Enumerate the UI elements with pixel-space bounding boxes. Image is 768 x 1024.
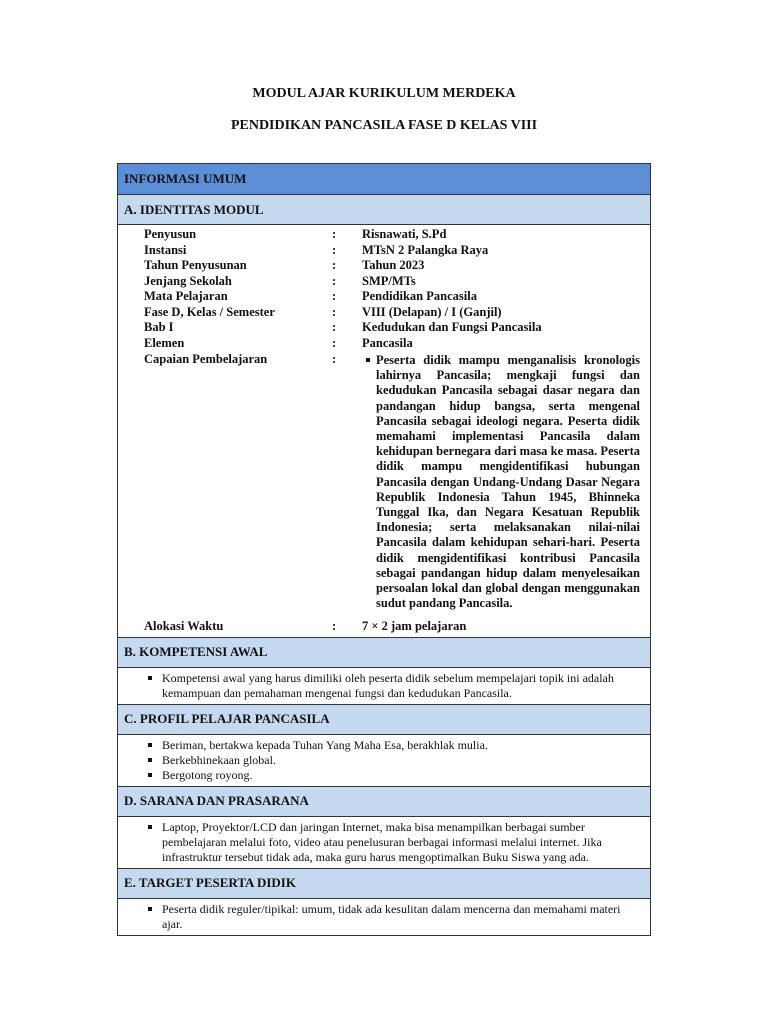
identitas-row — [144, 320, 644, 336]
alokasi-sep: : — [332, 619, 337, 634]
sarana-prasarana-list — [162, 820, 644, 865]
identitas-row — [144, 243, 644, 259]
identitas-key: Elemen — [144, 335, 185, 350]
list-item: Beriman, bertakwa kepada Tuhan Yang Maha Esa, berakhlak mulia. — [162, 738, 644, 753]
list-item: Peserta didik reguler/tipikal: umum, tidak ada kesulitan dalam mencerna dan memahami materi ajar. — [162, 902, 644, 932]
identitas-row — [144, 289, 644, 305]
kompetensi-awal-header: B. KOMPETENSI AWAL — [118, 638, 650, 668]
capaian-text: Peserta didik mampu menganalisis kronologis lahirnya Pancasila; mengkaji fungsi dan kedudukan Pancasila sebagai dasar negara dan pandangan hidup bangsa, serta mengenal Pancasila sebagai ideologi negara. Peserta didik memahami implementasi Pancasila dalam kehidupan bernegara dari masa ke masa. Peserta didik mampu mengidentifikasi hubungan Pancasila dengan Undang-Undang Dasar Negara Republik Indonesia Tahun 1945, Bhinneka Tunggal Ika, dan Negara Kesatuan Republik Indonesia; serta melaksanakan nilai-nilai Pancasila dalam kehidupan sehari-hari. Peserta didik mengidentifikasi kontribusi Pancasila sebagai pandangan hidup dalam menyelesaikan persoalan lokal dan global dengan menggunakan sudut pandang Pancasila. — [376, 353, 644, 611]
list-item: Laptop, Proyektor/LCD dan jaringan Internet, maka bisa menampilkan berbagai sumber pembelajaran melalui foto, video atau penelusuran berbagai informasi melalui internet. Jika infrastruktur tersebut tidak ada, maka guru harus mengoptimalkan Buku Siswa yang ada. — [162, 820, 644, 865]
target-peserta-header: E. TARGET PESERTA DIDIK — [118, 869, 650, 899]
document-subtitle: PENDIDIKAN PANCASILA FASE D KELAS VIII — [230, 118, 538, 133]
identitas-value: Risnawati, S.Pd — [362, 227, 447, 241]
sarana-prasarana-body — [118, 817, 650, 869]
identitas-key: Jenjang Sekolah — [144, 273, 232, 288]
identitas-sep: : — [332, 227, 337, 241]
identitas-row-capaian — [144, 352, 644, 611]
target-peserta-list — [162, 902, 644, 932]
identitas-value: Pancasila — [362, 335, 413, 350]
identitas-modul-header: A. IDENTITAS MODUL — [118, 195, 650, 225]
identitas-key: Penyusun — [144, 227, 197, 241]
identitas-sep: : — [332, 242, 337, 257]
identitas-modul-body — [118, 225, 650, 638]
list-item: Berkebhinekaan global. — [162, 753, 644, 768]
target-peserta-body — [118, 899, 650, 935]
identitas-value: Tahun 2023 — [362, 258, 425, 272]
identitas-key: Instansi — [144, 242, 187, 257]
profil-pelajar-body — [118, 735, 650, 787]
identitas-key: Tahun Penyusunan — [144, 258, 247, 272]
capaian-list — [362, 353, 644, 611]
identitas-value: Pendidikan Pancasila — [362, 289, 477, 303]
identitas-sep: : — [332, 258, 337, 272]
alokasi-key: Alokasi Waktu — [144, 619, 224, 634]
module-info-table — [117, 163, 651, 936]
identitas-row — [144, 258, 644, 274]
document-title: MODUL AJAR KURIKULUM MERDEKA — [252, 86, 516, 101]
identitas-key: Mata Pelajaran — [144, 289, 228, 303]
list-item: Bergotong royong. — [162, 768, 644, 783]
identitas-value: VIII (Delapan) / I (Ganjil) — [362, 304, 502, 319]
identitas-sep: : — [332, 304, 337, 319]
identitas-sep: : — [332, 273, 337, 288]
identitas-sep: : — [332, 335, 337, 350]
kompetensi-awal-list — [162, 671, 644, 701]
capaian-key: Capaian Pembelajaran — [144, 352, 268, 366]
kompetensi-awal-body — [118, 668, 650, 705]
identitas-row — [144, 227, 644, 243]
identitas-key: Fase D, Kelas / Semester — [144, 304, 275, 319]
profil-pelajar-list — [162, 738, 644, 783]
identitas-value: SMP/MTs — [362, 273, 416, 288]
profil-pelajar-header: C. PROFIL PELAJAR PANCASILA — [118, 705, 650, 735]
identitas-sep: : — [332, 289, 337, 303]
capaian-sep: : — [332, 352, 337, 366]
identitas-row — [144, 305, 644, 321]
list-item: Kompetensi awal yang harus dimiliki oleh peserta didik sebelum mempelajari topik ini adalah kemampuan dan pemahaman mengenai fungsi dan kedudukan Pancasila. — [162, 671, 644, 701]
identitas-rows — [144, 227, 644, 351]
identitas-row — [144, 274, 644, 290]
identitas-row — [144, 336, 644, 352]
identitas-key: Bab I — [144, 320, 174, 334]
info-umum-header: INFORMASI UMUM — [118, 164, 650, 195]
alokasi-value: 7 × 2 jam pelajaran — [362, 619, 467, 634]
identitas-value: MTsN 2 Palangka Raya — [362, 242, 489, 257]
identitas-value: Kedudukan dan Fungsi Pancasila — [362, 320, 542, 334]
sarana-prasarana-header: D. SARANA DAN PRASARANA — [118, 787, 650, 817]
identitas-row-alokasi — [144, 619, 644, 637]
identitas-sep: : — [332, 320, 337, 334]
